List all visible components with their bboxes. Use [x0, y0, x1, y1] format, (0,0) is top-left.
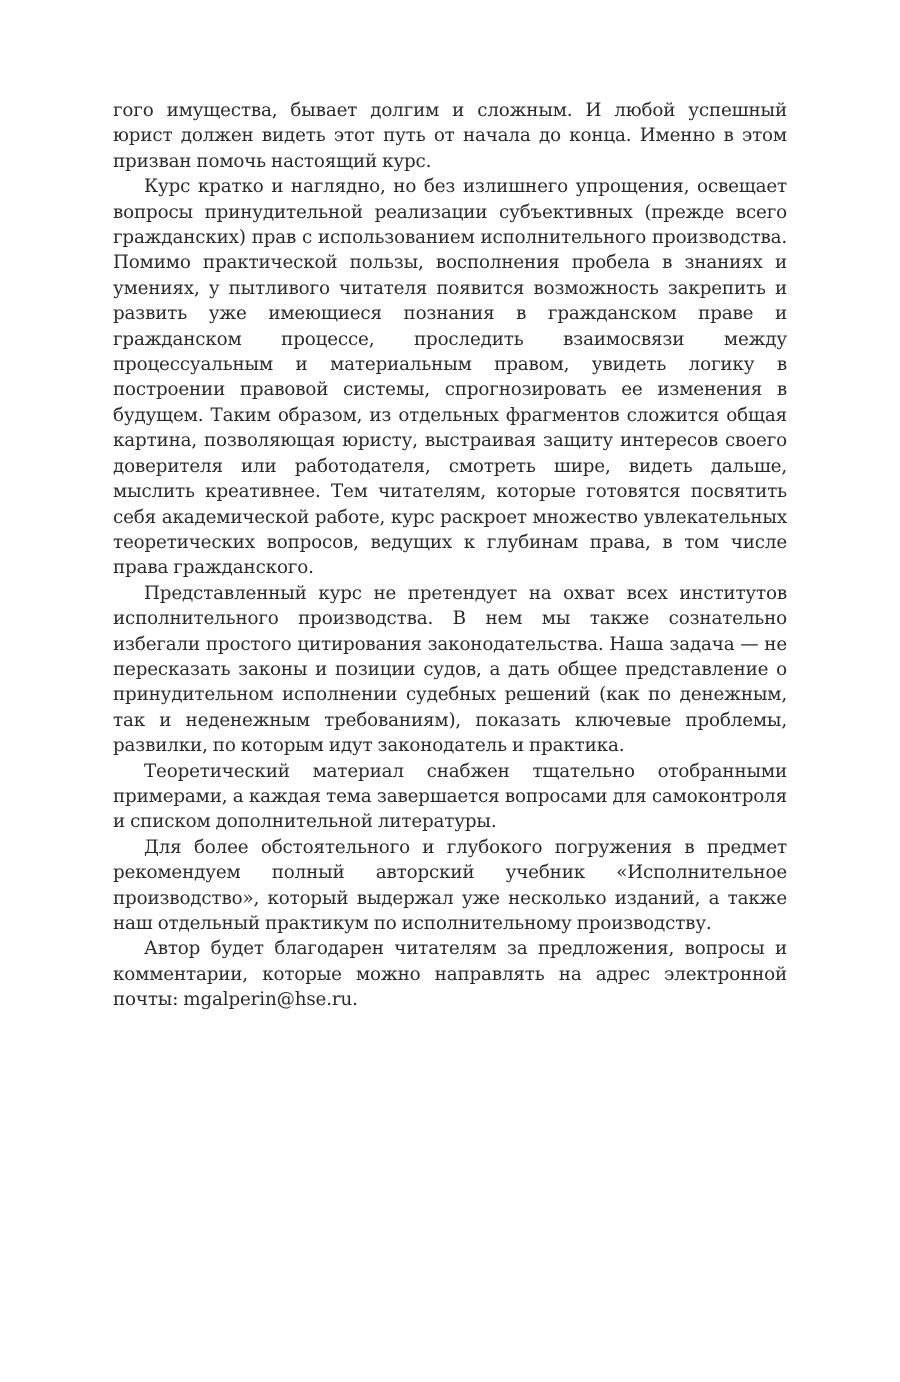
paragraph-scope: Представленный курс не претендует на охват всех институтов исполнительного производства. В нем мы также сознательно избегали простого цитирования законодательства. Наша задача — не пересказать законы и позиции судов, а дать общее представление о принудительном исполнении судебных решений (как по денежным, так и неденежным требованиям), показать ключевые проблемы, развилки, по которым идут законодатель и практика. [113, 582, 787, 757]
paragraph-course-overview: Курс кратко и наглядно, но без излишнего упрощения, освещает вопросы принудительной реализации субъективных (прежде всего гражданских) прав с использованием исполнительного производства. Помимо практической пользы, восполнения пробела в знаниях и умениях, у пытливого читателя появится возможность закрепить и развить уже имеющиеся познания в гражданском праве и гражданском процессе, проследить взаимосвязи между процессуальным и материальным правом, увидеть логику в построении правовой системы, спрогнозировать ее изменения в будущем. Таким образом, из отдельных фрагментов сложится общая картина, позволяющая юристу, выстраивая защиту интересов своего доверителя или работодателя, смотреть шире, видеть дальше, мыслить креативнее. Тем читателям, которые готовятся посвятить себя академической работе, курс раскроет множество увлекательных теоретических вопросов, ведущих к глубинам права, в том числе права гражданского. [113, 176, 787, 579]
paragraph-examples: Теоретический материал снабжен тщательно отобранными примерами, а каждая тема завершается вопросами для самоконтроля и списком дополнительной литературы. [113, 760, 787, 833]
paragraph-author-contact: Автор будет благодарен читателям за предложения, вопросы и комментарии, которые можно направлять на адрес электронной почты: mgalperin@hse.ru. [113, 938, 787, 1011]
body-text [113, 98, 787, 1013]
paragraph-recommended-textbook: Для более обстоятельного и глубокого погружения в предмет рекомендуем полный авторский учебник «Исполнительное производство», который выдержал уже несколько изданий, а также наш отдельный практикум по исполнительному производству. [113, 836, 787, 934]
paragraph-continuation: гого имущества, бывает долгим и сложным. И любой успешный юрист должен видеть этот путь от начала до конца. Именно в этом призван помочь настоящий курс. [113, 100, 787, 172]
